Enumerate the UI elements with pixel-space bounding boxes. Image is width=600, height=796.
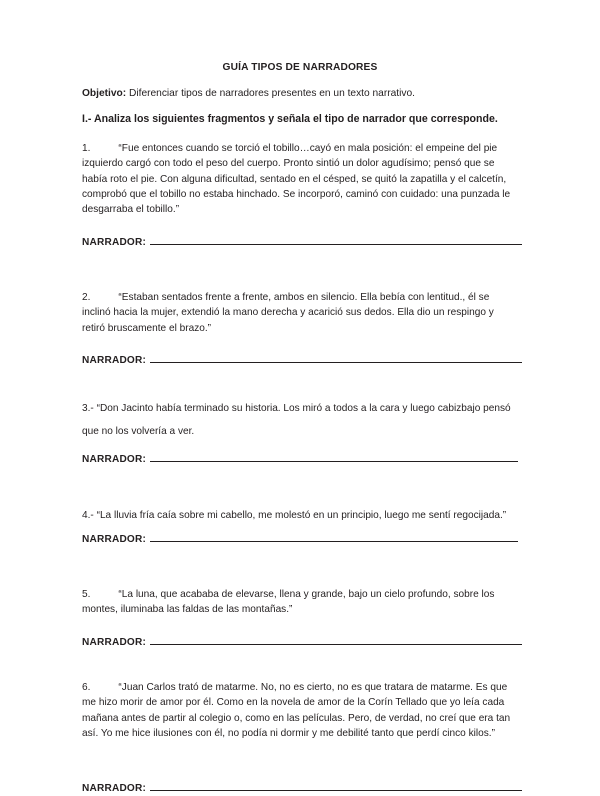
narrador-label-3: NARRADOR: [82,454,147,466]
fragment-number-4: 4.- [82,509,94,521]
fragment-item-5 [82,587,518,618]
fragment-number-3: 3.- [82,403,94,415]
spacer [82,250,518,290]
narrador-answer-5[interactable] [82,635,518,650]
spacer [82,368,518,398]
spacer [82,618,518,635]
fragment-item-3 [82,398,518,443]
spacer [82,468,518,508]
narrador-answer-1[interactable] [82,235,518,250]
narrador-label-4: NARRADOR: [82,533,147,545]
fragment-text-5: “La luna, que acababa de elevarse, llena y grande, bajo un cielo profundo, sobre los montes, iluminaba las faldas de las montañas.” [82,589,495,616]
fragment-item-6 [82,680,518,741]
spacer [82,650,518,680]
fragment-text-4: “La lluvia fría caía sobre mi cabello, me molestó en un principio, luego me sentí regocijada.” [93,509,507,521]
narrador-answer-2[interactable] [82,353,518,368]
narrador-answer-line-3[interactable] [150,454,518,462]
spacer [82,741,518,781]
objective-text: Diferenciar tipos de narradores presentes en un texto narrativo. [126,87,415,99]
narrador-answer-4[interactable] [82,532,518,547]
narrador-label-5: NARRADOR: [82,636,147,648]
fragment-text-3: “Don Jacinto había terminado su historia. Los miró a todos a la cara y luego cabizbajo pensó que no los volvería a ver. [82,403,511,437]
fragment-item-4 [82,508,518,523]
narrador-answer-line-4[interactable] [150,534,518,542]
narrador-answer-line-6[interactable] [150,783,522,791]
fragment-number-5: 5. [82,589,91,601]
narrador-label-2: NARRADOR: [82,354,147,366]
page-title: GUÍA TIPOS DE NARRADORES [222,62,378,73]
narrador-label-6: NARRADOR: [82,783,147,795]
narrador-answer-line-2[interactable] [150,355,522,363]
fragment-item-2 [82,290,518,336]
objective-line [82,87,518,100]
narrador-answer-3[interactable] [82,452,518,467]
fragment-number-6: 6. [82,681,91,693]
narrador-answer-6[interactable] [82,781,518,796]
objective-label: Objetivo: [82,87,127,99]
narrador-answer-line-5[interactable] [150,637,522,645]
instruction-line: I.- Analiza los siguientes fragmentos y señala el tipo de narrador que corresponde. [82,113,498,126]
narrador-answer-line-1[interactable] [150,237,522,245]
spacer [82,336,518,353]
fragment-number-2: 2. [82,291,91,303]
spacer [82,443,518,452]
fragment-text-6: “Juan Carlos trató de matarme. No, no es cierto, no es que tratara de matarme. Es que me hizo morir de amor por él. Como en la novela de amor de la Corín Tellado que yo leía cada mañana antes de partir al colegio o, como en las películas. Pero, de verdad, no creí que era tan así. Yo me hice ilusiones con él, no podía ni dormir y me debilité tanto que perdí cinco kilos.” [82,681,511,739]
fragment-text-1: “Fue entonces cuando se torció el tobillo…cayó en mala posición: el empeine del pie izquierdo cargó con todo el peso del cuerpo. Pronto sintió un dolor agudísimo; pensó que se había roto el pie. Con alguna dificultad, sentado en el césped, se quitó la zapatilla y el calcetín, comprobó que el tobillo no estaba hinchado. Se incorporó, caminó con cuidado: una punzada le desgarraba el tobillo.” [82,143,511,216]
fragment-number-1: 1. [82,143,91,155]
spacer [82,547,518,587]
fragment-item-1 [82,141,518,218]
narrador-label-1: NARRADOR: [82,236,147,248]
spacer [82,523,518,532]
fragment-text-2: “Estaban sentados frente a frente, ambos en silencio. Ella bebía con lentitud., él se inclinó hacia la mujer, extendió la mano derecha y acarició sus dedos. Ella dio un respingo y retiró bruscamente el brazo.” [82,291,494,334]
spacer [82,218,518,235]
